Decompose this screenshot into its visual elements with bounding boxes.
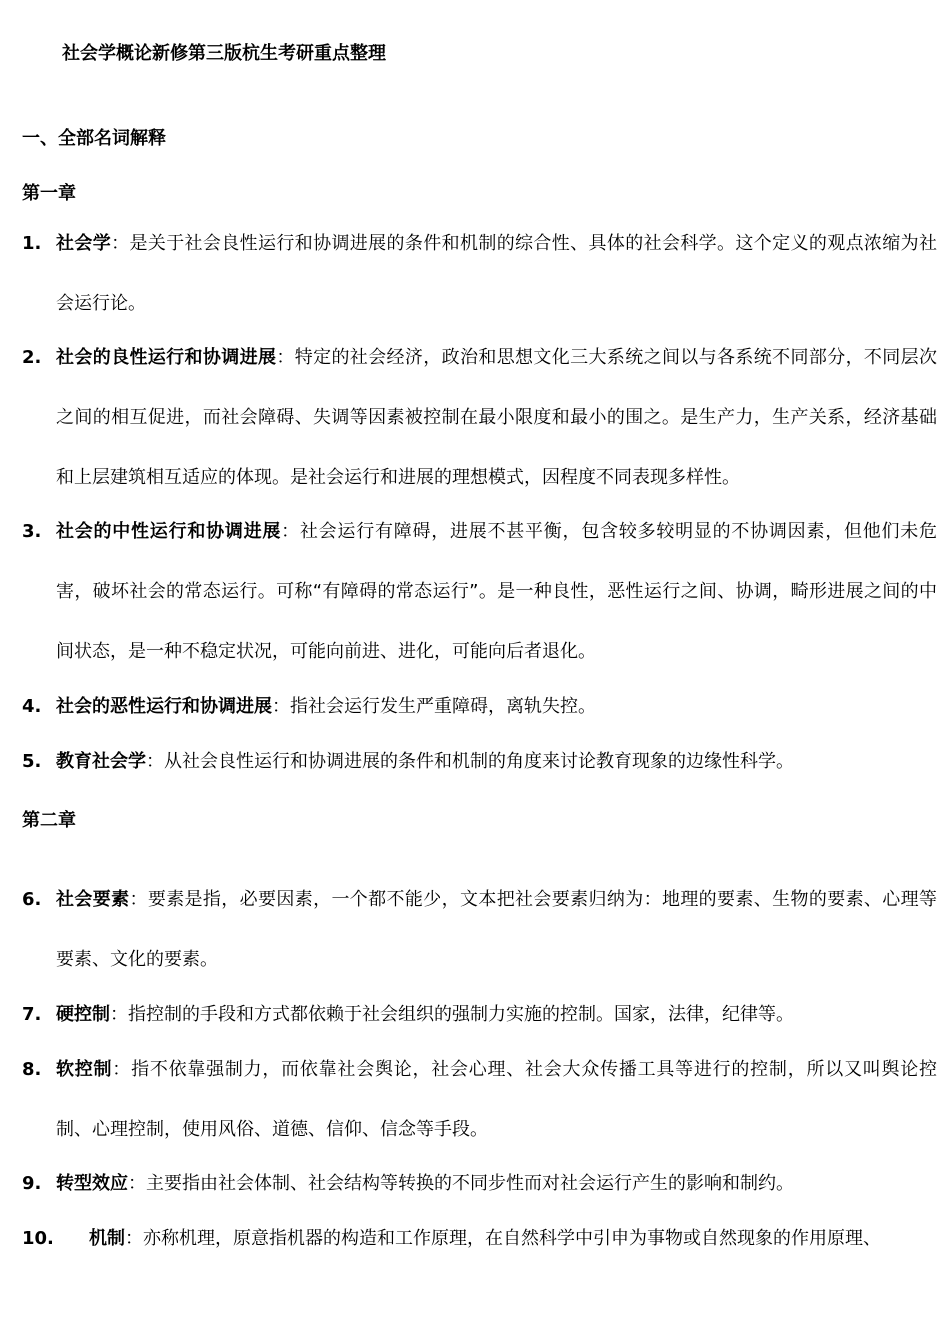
- document-title: 社会学概论新修第三版杭生考研重点整理: [62, 43, 386, 64]
- item-term: 社会的恶性运行和协调进展: [56, 696, 272, 717]
- item-number: 4.: [22, 696, 42, 717]
- item-number: 5.: [22, 751, 42, 772]
- item-separator: ：: [129, 889, 148, 910]
- list-item: [22, 870, 937, 990]
- item-term: 社会的中性运行和协调进展: [56, 521, 282, 542]
- item-text: 是关于社会良性运行和协调进展的条件和机制的综合性、具体的社会科学。这个定义的观点浓缩为社会运行论。: [56, 233, 938, 314]
- item-term: 硬控制: [56, 1004, 110, 1025]
- item-number: 1.: [22, 233, 42, 254]
- item-separator: ：: [110, 1004, 128, 1025]
- list-item: [22, 502, 937, 682]
- chapter-heading-2: 第二章: [22, 810, 76, 831]
- item-text: 特定的社会经济，政治和思想文化三大系统之间以与各系统不同部分，不同层次之间的相互促进，而社会障碍、失调等因素被控制在最小限度和最小的围之。是生产力，生产关系，经济基础和上层建筑相互适应的体现。是社会运行和进展的理想模式，因程度不同表现多样性。: [56, 347, 938, 488]
- list-item: [22, 1040, 937, 1160]
- list-item: [22, 732, 937, 792]
- chapter-heading-1: 第一章: [22, 183, 76, 204]
- item-text: 指不依靠强制力，而依靠社会舆论，社会心理、社会大众传播工具等进行的控制，所以又叫舆论控制、心理控制，使用风俗、道德、信仰、信念等手段。: [56, 1059, 938, 1140]
- item-term: 机制: [89, 1228, 125, 1249]
- item-text: 社会运行有障碍，进展不甚平衡，包含较多较明显的不协调因素，但他们未危害，破坏社会的常态运行。可称“有障碍的常态运行”。是一种良性，恶性运行之间、协调，畸形进展之间的中间状态，是一种不稳定状况，可能向前进、进化，可能向后者退化。: [56, 521, 938, 662]
- item-text: 亦称机理，原意指机器的构造和工作原理，在自然科学中引申为事物或自然现象的作用原理、: [143, 1228, 881, 1249]
- item-separator: ：: [125, 1228, 143, 1249]
- item-text: 从社会良性运行和协调进展的条件和机制的角度来讨论教育现象的边缘性科学。: [164, 751, 794, 772]
- list-item: [22, 1154, 937, 1214]
- item-number: 6.: [22, 889, 42, 910]
- item-separator: ：: [281, 521, 300, 542]
- item-separator: ：: [276, 347, 295, 368]
- item-separator: ：: [128, 1173, 146, 1194]
- list-item: [22, 677, 937, 737]
- item-text: 主要指由社会体制、社会结构等转换的不同步性而对社会运行产生的影响和制约。: [146, 1173, 794, 1194]
- item-term: 转型效应: [56, 1173, 128, 1194]
- item-number: 2.: [22, 347, 42, 368]
- section-heading: 一、全部名词解释: [22, 128, 166, 149]
- item-number: 10.: [22, 1228, 54, 1249]
- item-separator: ：: [272, 696, 290, 717]
- item-term: 社会要素: [56, 889, 130, 910]
- item-text: 指社会运行发生严重障碍，离轨失控。: [290, 696, 596, 717]
- item-separator: ：: [112, 1059, 132, 1080]
- item-separator: ：: [111, 233, 130, 254]
- list-item: [22, 214, 937, 334]
- list-item: [22, 328, 937, 508]
- item-number: 3.: [22, 521, 42, 542]
- item-number: 8.: [22, 1059, 42, 1080]
- item-separator: ：: [146, 751, 164, 772]
- item-term: 社会的良性运行和协调进展: [56, 347, 277, 368]
- item-text: 要素是指，必要因素，一个都不能少，文本把社会要素归纳为：地理的要素、生物的要素、心理等要素、文化的要素。: [56, 889, 938, 970]
- item-term: 教育社会学: [56, 751, 146, 772]
- item-number: 7.: [22, 1004, 42, 1025]
- item-number: 9.: [22, 1173, 42, 1194]
- list-item: [22, 985, 937, 1045]
- item-text: 指控制的手段和方式都依赖于社会组织的强制力实施的控制。国家，法律，纪律等。: [128, 1004, 794, 1025]
- item-term: 软控制: [56, 1059, 113, 1080]
- item-term: 社会学: [56, 233, 112, 254]
- list-item: [22, 1209, 937, 1269]
